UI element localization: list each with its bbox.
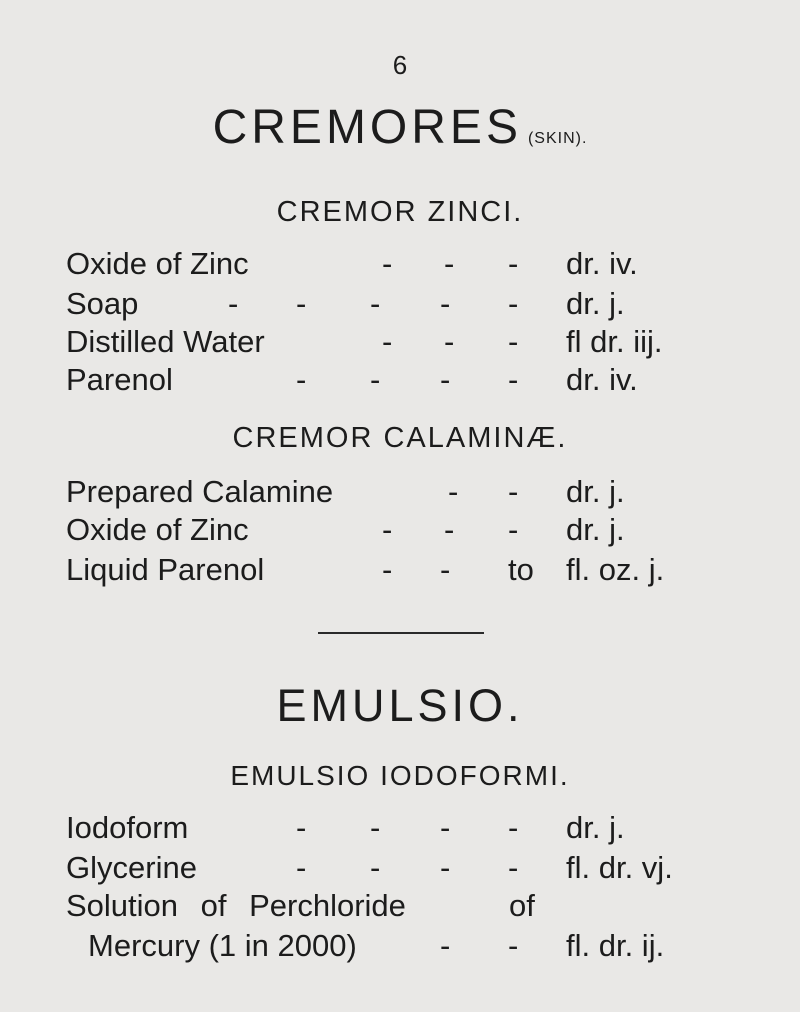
ingredient-quantity: fl dr. iij.: [566, 324, 663, 359]
ingredient-quantity: fl. dr. ij.: [566, 928, 665, 963]
leader-dash: -: [508, 512, 519, 547]
ingredient-name: Prepared Calamine: [66, 474, 334, 509]
leader-dash: -: [228, 286, 239, 321]
leader-dash: -: [370, 850, 381, 885]
ingredient-quantity: dr. iv.: [566, 362, 638, 397]
recipe-title-cremor-zinci: CREMOR ZINCI.: [276, 196, 524, 228]
ingredient-name: Glycerine: [66, 850, 197, 885]
leader-dash: -: [448, 474, 459, 509]
section-title-emulsio: EMULSIO.: [276, 680, 524, 731]
leader-dash: -: [508, 324, 519, 359]
leader-dash: -: [440, 850, 451, 885]
ingredient-row: [66, 810, 766, 850]
ingredient-name: Solution of Perchloride: [66, 888, 406, 923]
leader-dash: -: [382, 512, 393, 547]
leader-dash: -: [444, 324, 455, 359]
leader-dash: -: [508, 286, 519, 321]
ingredient-row: [66, 362, 766, 402]
ingredient-name: Distilled Water: [66, 324, 265, 359]
ingredient-name: Oxide of Zinc: [66, 512, 249, 547]
ingredient-row: [66, 324, 766, 364]
ingredient-name: Soap: [66, 286, 139, 321]
leader-dash: -: [296, 362, 307, 397]
leader-dash: -: [508, 362, 519, 397]
ingredient-quantity: dr. j.: [566, 512, 625, 547]
leader-dash: -: [296, 850, 307, 885]
section-title-text: CREMORES: [212, 101, 522, 154]
ingredient-row: [66, 512, 766, 552]
ingredient-row: [66, 246, 766, 286]
leader-dash: -: [382, 552, 393, 587]
ingredient-of-word: of: [509, 888, 535, 923]
ingredient-row: [66, 552, 766, 592]
ingredient-quantity: fl. oz. j.: [566, 552, 665, 587]
leader-dash: -: [508, 246, 519, 281]
leader-dash: -: [508, 928, 519, 963]
ingredient-name: Parenol: [66, 362, 173, 397]
ingredient-row: [66, 888, 766, 928]
ingredient-quantity: dr. iv.: [566, 246, 638, 281]
ingredient-name: Liquid Parenol: [66, 552, 265, 587]
ingredient-to-word: to: [508, 552, 534, 587]
leader-dash: -: [296, 810, 307, 845]
ingredient-quantity: fl. dr. vj.: [566, 850, 673, 885]
leader-dash: -: [508, 850, 519, 885]
ingredient-name: Oxide of Zinc: [66, 246, 249, 281]
leader-dash: -: [444, 246, 455, 281]
section-title-note: (SKIN).: [527, 130, 588, 147]
leader-dash: -: [296, 286, 307, 321]
leader-dash: -: [370, 810, 381, 845]
leader-dash: -: [382, 246, 393, 281]
section-divider: [318, 632, 484, 634]
leader-dash: -: [370, 286, 381, 321]
leader-dash: -: [508, 810, 519, 845]
ingredient-quantity: dr. j.: [566, 810, 625, 845]
recipe-title-emulsio-iodoformi: EMULSIO IODOFORMI.: [230, 760, 570, 791]
ingredient-quantity: dr. j.: [566, 286, 625, 321]
ingredient-row: [66, 474, 766, 514]
leader-dash: -: [440, 810, 451, 845]
ingredient-row: [66, 850, 766, 890]
leader-dash: -: [370, 362, 381, 397]
leader-dash: -: [508, 474, 519, 509]
ingredient-quantity: dr. j.: [566, 474, 625, 509]
section-title-cremores: [0, 100, 800, 155]
leader-dash: -: [444, 512, 455, 547]
ingredient-row: [66, 286, 766, 326]
ingredient-name: Mercury (1 in 2000): [88, 928, 357, 963]
leader-dash: -: [440, 928, 451, 963]
ingredient-row: [66, 928, 766, 968]
page-number: 6: [392, 50, 408, 80]
leader-dash: -: [440, 552, 451, 587]
leader-dash: -: [440, 362, 451, 397]
recipe-title-cremor-calaminae: CREMOR CALAMINÆ.: [232, 422, 568, 454]
leader-dash: -: [440, 286, 451, 321]
leader-dash: -: [382, 324, 393, 359]
ingredient-name: Iodoform: [66, 810, 189, 845]
